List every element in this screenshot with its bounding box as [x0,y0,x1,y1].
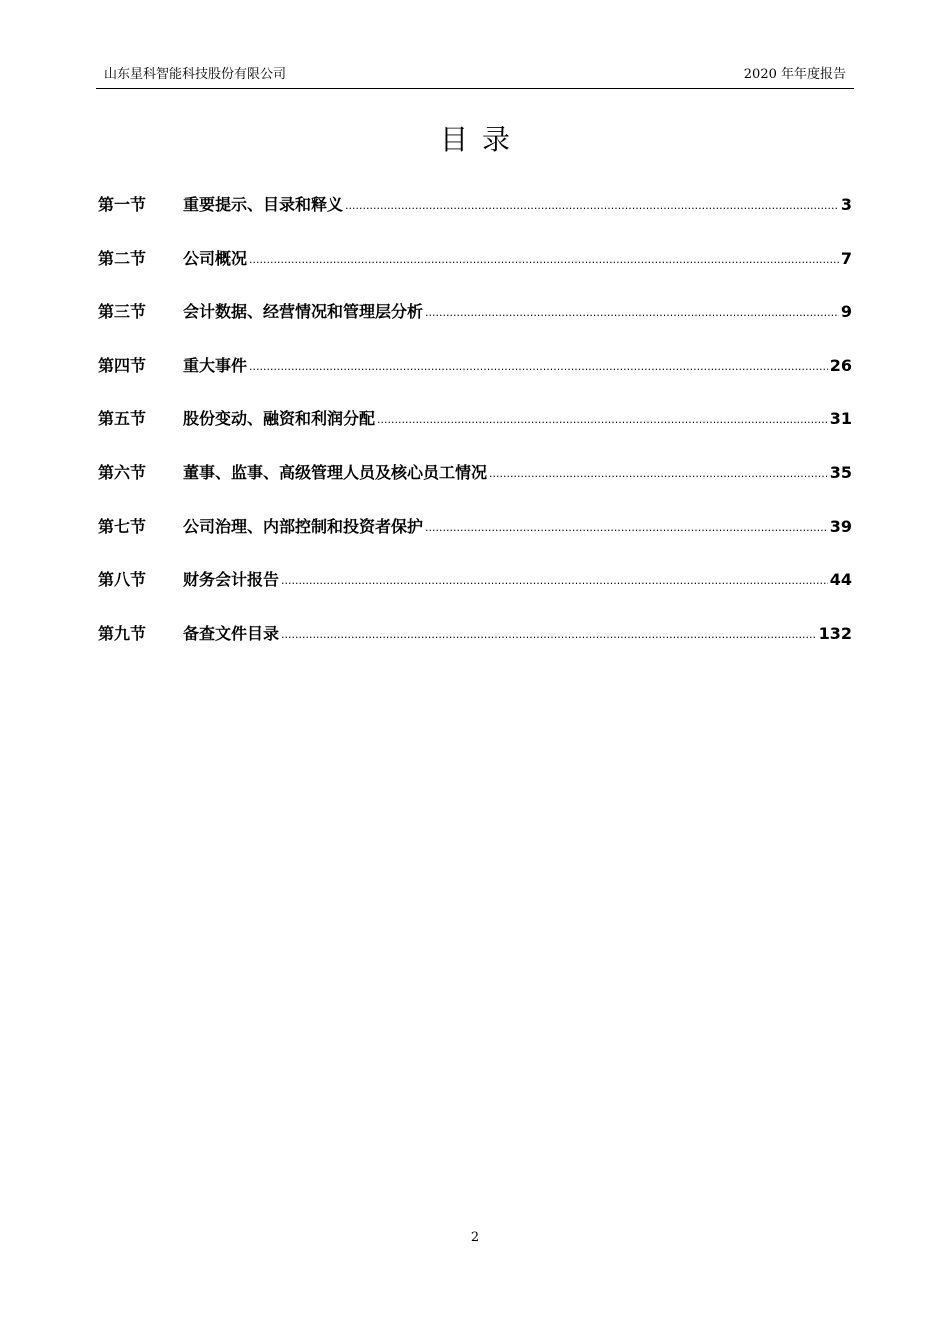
toc-section-title: 会计数据、经营情况和管理层分析 [183,302,424,322]
toc-entry-3[interactable] [98,299,852,353]
toc-entry-1[interactable] [98,192,852,246]
toc-leader-dots [489,467,828,480]
toc-section-number: 第三节 [98,302,147,322]
toc-section-number: 第四节 [98,355,147,375]
toc-leader-dots [345,199,839,212]
footer-page-number: 2 [470,1230,480,1245]
toc-page-number: 39 [829,516,852,536]
page-header [96,64,854,89]
toc-leader-dots [249,360,828,373]
toc-leader-dots [377,413,828,426]
company-name: 山东星科智能科技股份有限公司 [104,67,287,82]
toc-page-number: 7 [840,248,852,268]
toc-section-number: 第九节 [98,623,147,643]
toc-section-title: 重大事件 [183,355,248,375]
toc-page-number: 44 [829,570,852,590]
toc-section-title: 股份变动、融资和利润分配 [183,409,376,429]
toc-entry-2[interactable] [98,246,852,300]
toc-leader-dots [281,574,828,587]
toc-entry-8[interactable] [98,567,852,621]
toc-section-title: 董事、监事、高级管理人员及核心员工情况 [183,462,488,482]
toc-section-number: 第二节 [98,248,147,268]
toc-page-number: 9 [840,302,852,322]
table-of-contents [98,192,852,674]
toc-entry-4[interactable] [98,353,852,407]
report-title: 2020 年年度报告 [743,67,846,82]
toc-leader-dots [281,628,817,641]
toc-section-number: 第六节 [98,462,147,482]
toc-section-title: 公司概况 [183,248,248,268]
toc-page-number: 35 [829,462,852,482]
toc-page-number: 26 [829,355,852,375]
toc-entry-7[interactable] [98,514,852,568]
toc-section-title: 公司治理、内部控制和投资者保护 [183,516,424,536]
toc-page-number: 132 [818,623,852,643]
toc-leader-dots [425,521,828,534]
toc-page-number: 31 [829,409,852,429]
toc-entry-5[interactable] [98,406,852,460]
toc-section-number: 第五节 [98,409,147,429]
toc-section-title: 备查文件目录 [183,623,280,643]
toc-leader-dots [249,253,839,266]
toc-section-number: 第八节 [98,570,147,590]
toc-section-title: 财务会计报告 [183,570,280,590]
page-title: 目录 [439,123,524,156]
toc-section-number: 第一节 [98,195,147,214]
toc-entry-6[interactable] [98,460,852,514]
toc-entry-9[interactable] [98,621,852,675]
toc-section-title: 重要提示、目录和释义 [183,195,344,214]
toc-section-number: 第七节 [98,516,147,536]
toc-page-number: 3 [840,195,852,214]
toc-leader-dots [425,306,839,319]
